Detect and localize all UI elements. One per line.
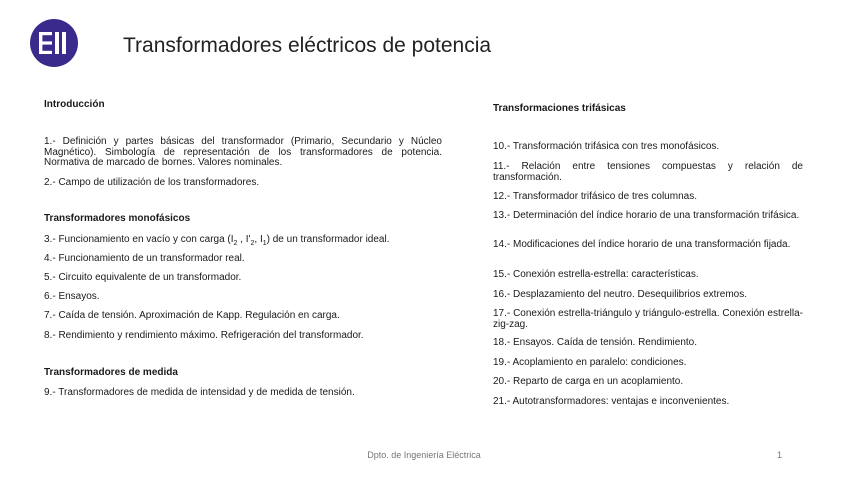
page-number: 1 (777, 450, 783, 460)
list-item: 15.- Conexión estrella-estrella: características. (493, 269, 699, 280)
item3-text: ) de un transformador ideal. (266, 234, 390, 245)
list-item (44, 235, 389, 247)
monofasicos-heading: Transformadores monofásicos (44, 213, 191, 224)
list-item: 18.- Ensayos. Caída de tensión. Rendimiento. (493, 337, 698, 348)
item3-text: 3.- Funcionamiento en vacío y con carga (I (44, 234, 234, 245)
list-item: 9.- Transformadores de medida de intensidad y de medida de tensión. (44, 387, 355, 398)
medida-heading: Transformadores de medida (44, 367, 178, 378)
list-item: 5.- Circuito equivalente de un transformador. (44, 272, 242, 283)
intro-heading: Introducción (44, 99, 105, 110)
list-item: 20.- Reparto de carga en un acoplamiento. (493, 376, 684, 387)
footer-department: Dpto. de Ingeniería Eléctrica (367, 450, 481, 460)
list-item: 6.- Ensayos. (44, 291, 100, 302)
subscript: 2 (250, 240, 255, 247)
list-item: 21.- Autotransformadores: ventajas e inconvenientes. (493, 396, 730, 407)
list-item: 10.- Transformación trifásica con tres monofásicos. (493, 141, 720, 152)
eii-logo-icon (30, 19, 78, 67)
list-item: 11.- Relación entre tensiones compuestas y relación de transformación. (493, 161, 803, 183)
list-item: 12.- Transformador trifásico de tres columnas. (493, 191, 697, 202)
list-item: 2.- Campo de utilización de los transformadores. (44, 177, 260, 188)
item3-text: , I (254, 234, 263, 245)
list-item: 19.- Acoplamiento en paralelo: condiciones. (493, 357, 687, 368)
list-item: 16.- Desplazamiento del neutro. Desequilibrios extremos. (493, 289, 748, 300)
list-item: 13.- Determinación del índice horario de una transformación trifásica. (493, 210, 800, 221)
list-item: 4.- Funcionamiento de un transformador real. (44, 253, 245, 264)
trifasicas-heading: Transformaciones trifásicas (493, 103, 626, 114)
list-item: 7.- Caída de tensión. Aproximación de Kapp. Regulación en carga. (44, 310, 340, 321)
item3-text: , I' (237, 234, 251, 245)
list-item: 17.- Conexión estrella-triángulo y triángulo-estrella. Conexión estrella-zig-zag. (493, 308, 803, 330)
list-item: 8.- Rendimiento y rendimiento máximo. Refrigeración del transformador. (44, 330, 364, 341)
subscript: 2 (233, 240, 238, 247)
page-title: Transformadores eléctricos de potencia (123, 34, 492, 57)
list-item: 1.- Definición y partes básicas del transformador (Primario, Secundario y Núcleo Magnético). Simbología de representación de los transformadores de potencia. Normativa de marcado de bornes. Valores nominales. (44, 136, 442, 168)
list-item: 14.- Modificaciones del índice horario de una transformación fijada. (493, 239, 791, 250)
subscript: 1 (262, 240, 267, 247)
